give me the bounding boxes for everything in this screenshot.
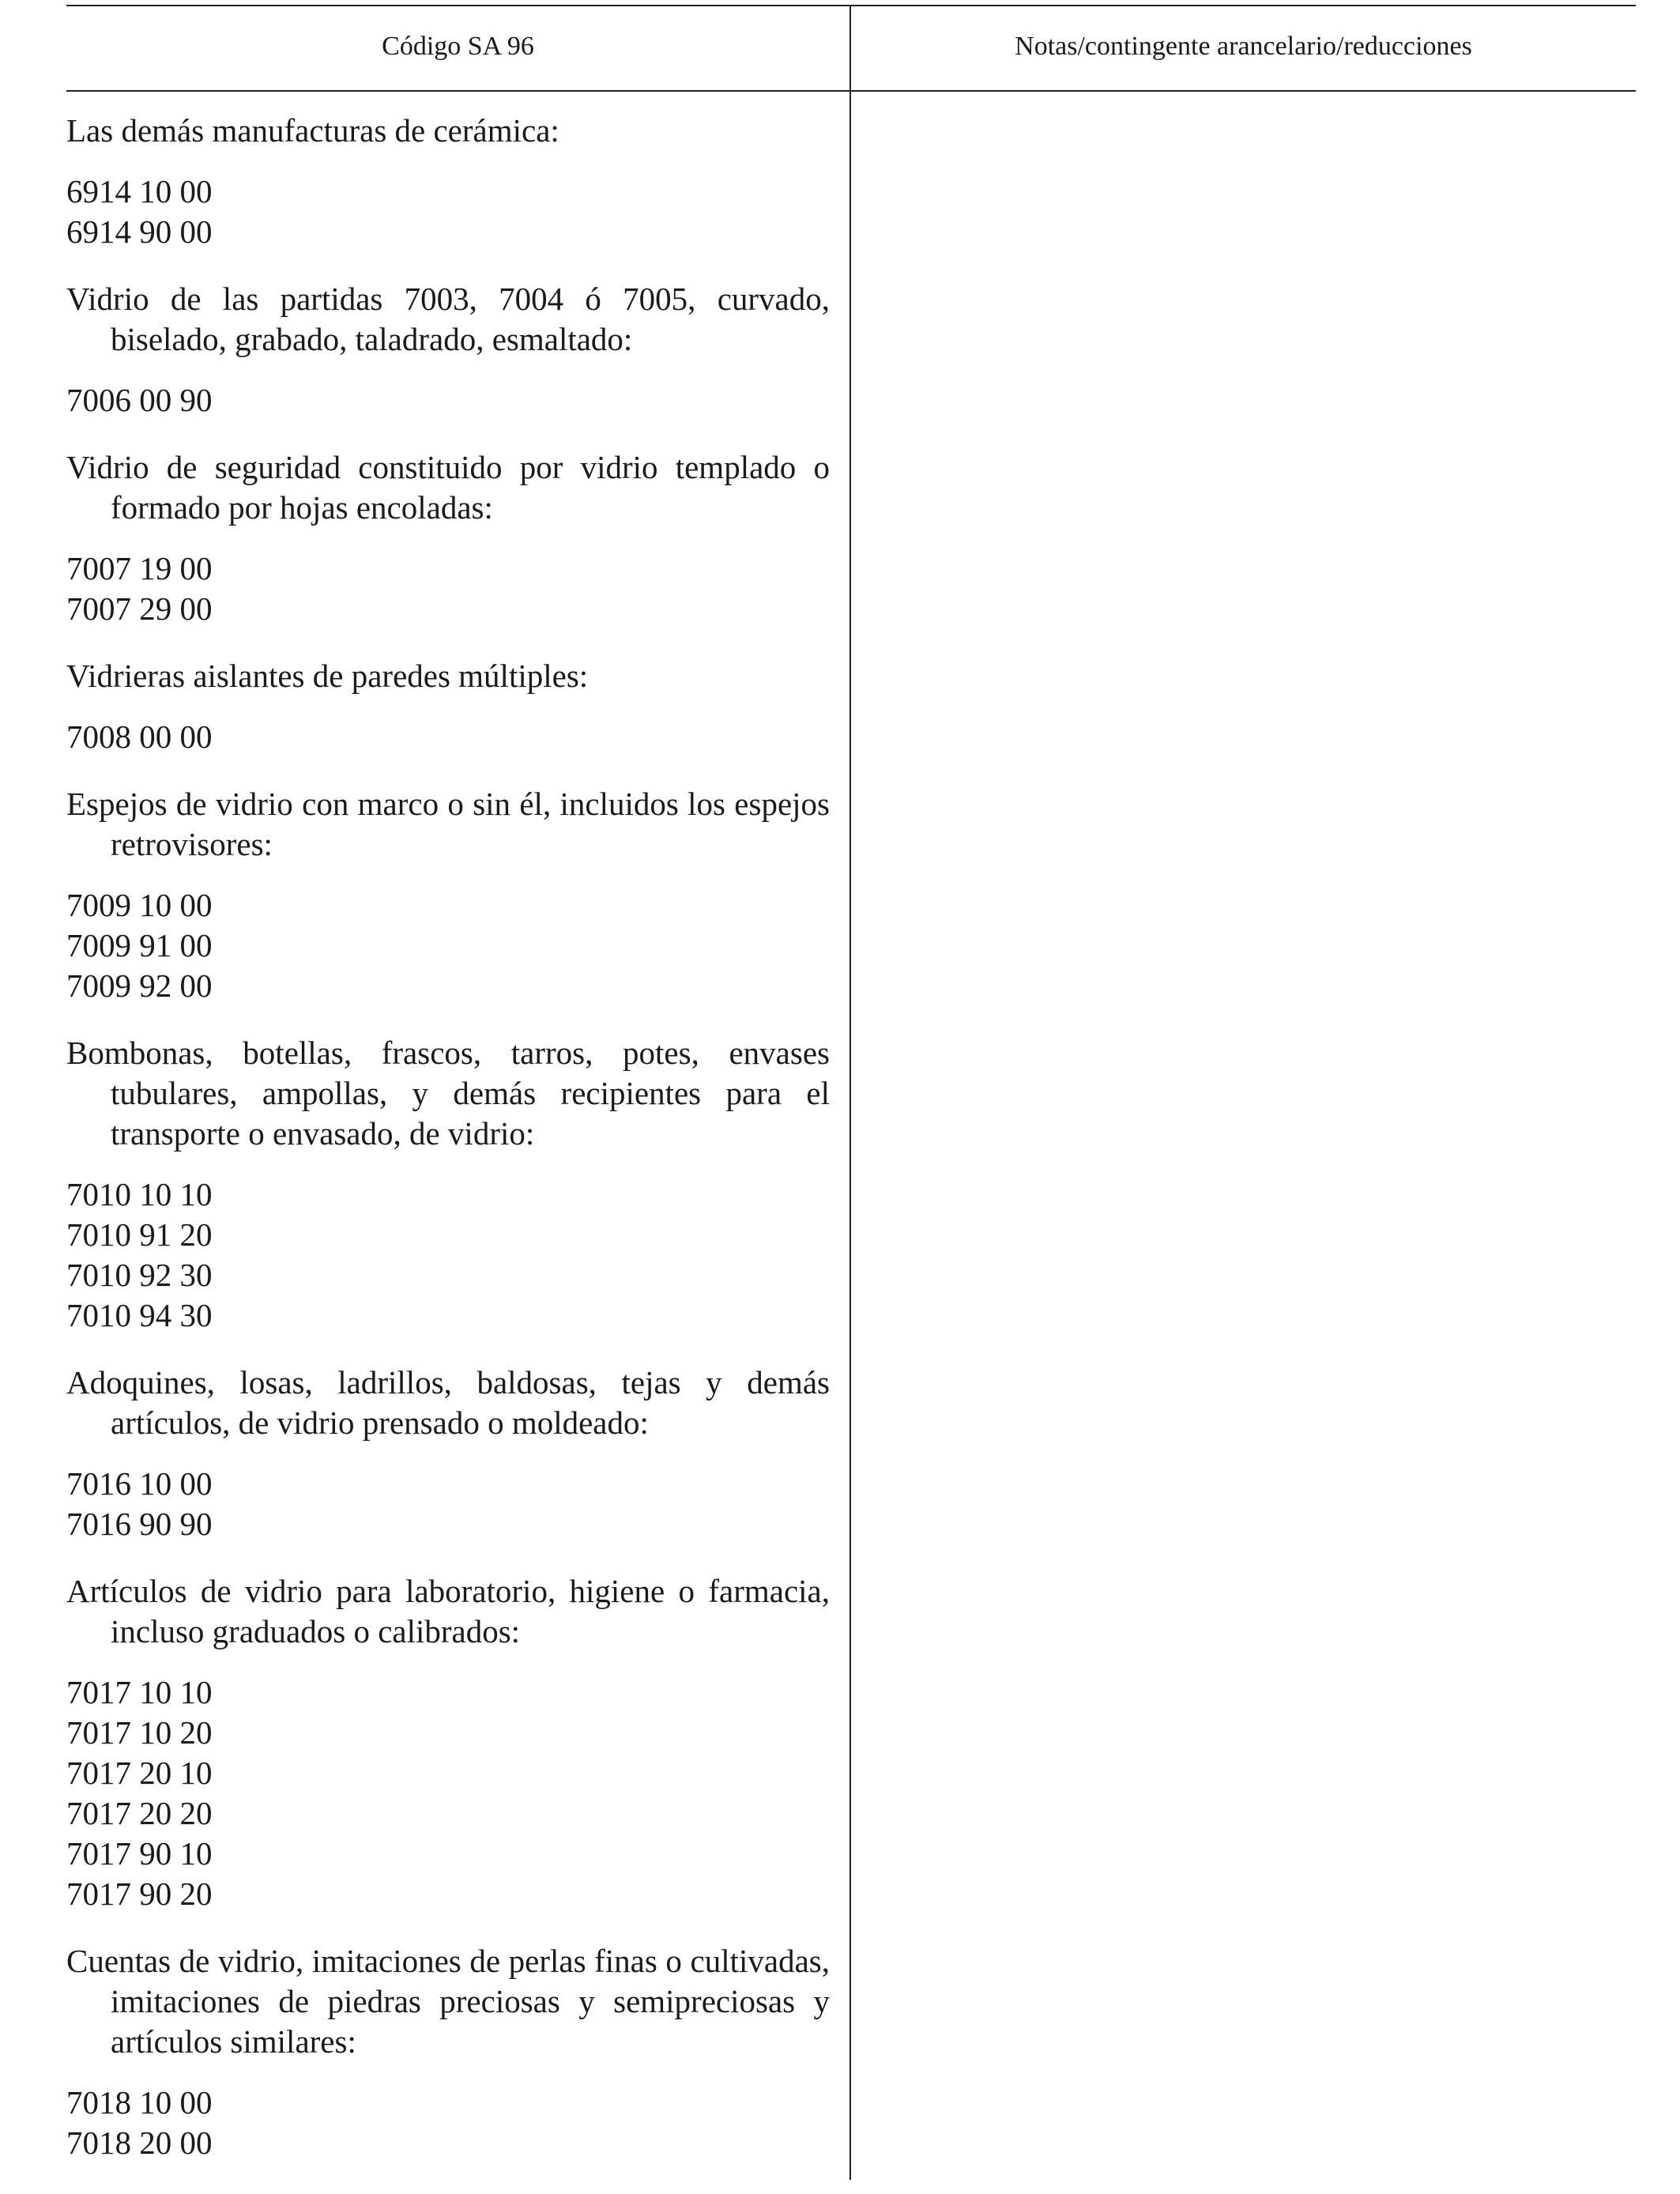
heading-description: Vidrio de seguridad constituido por vidrio templado o formado por hojas encoladas: xyxy=(66,449,830,526)
hs-code: 7010 10 10 xyxy=(66,1176,213,1212)
heading-group xyxy=(66,447,830,629)
hs-code: 7017 90 10 xyxy=(66,1835,213,1872)
heading-group xyxy=(66,1941,830,2163)
hs-code: 7017 10 20 xyxy=(66,1714,213,1751)
hs-code: 7016 90 90 xyxy=(66,1506,213,1542)
heading-group xyxy=(66,111,830,252)
heading-description: Espejos de vidrio con marco o sin él, incluidos los espejos retrovisores: xyxy=(66,786,830,862)
hs-code: 7017 20 20 xyxy=(66,1795,213,1831)
hs-code: 7010 94 30 xyxy=(66,1297,213,1333)
hs-code: 7018 20 00 xyxy=(66,2124,213,2161)
hs-code: 7017 10 10 xyxy=(66,1674,213,1710)
code-list xyxy=(66,1672,830,1914)
hs-code: 7006 00 90 xyxy=(66,382,213,418)
hs-code: 7017 90 20 xyxy=(66,1875,213,1912)
heading-description: Adoquines, losas, ladrillos, baldosas, tejas y demás artículos, de vidrio prensado o moldeado: xyxy=(66,1364,830,1441)
column-divider xyxy=(849,5,851,2180)
heading-description: Cuentas de vidrio, imitaciones de perlas finas o cultivadas, imitaciones de piedras preciosas y semipreciosas y artículos similares: xyxy=(66,1943,830,2060)
heading-group xyxy=(66,656,830,757)
code-column-body xyxy=(66,111,830,2190)
hs-code: 7018 10 00 xyxy=(66,2084,213,2120)
code-list xyxy=(66,717,830,757)
hs-code: 7016 10 00 xyxy=(66,1465,213,1502)
hs-code: 7009 91 00 xyxy=(66,927,213,963)
code-list xyxy=(66,1174,830,1336)
heading-group xyxy=(66,1033,830,1336)
hs-code: 7009 10 00 xyxy=(66,887,213,923)
code-list xyxy=(66,885,830,1006)
heading-description: Vidrio de las partidas 7003, 7004 ó 7005, curvado, biselado, grabado, taladrado, esmaltado: xyxy=(66,281,830,357)
table-header-rule xyxy=(66,90,1636,92)
table-top-rule xyxy=(66,5,1636,6)
code-list xyxy=(66,548,830,629)
column-header-notes: Notas/contingente arancelario/reducciones xyxy=(1015,32,1472,61)
hs-code: 7010 91 20 xyxy=(66,1216,213,1253)
heading-description: Las demás manufacturas de cerámica: xyxy=(66,112,559,149)
heading-group xyxy=(66,279,830,420)
code-list xyxy=(66,380,830,420)
hs-code: 7009 92 00 xyxy=(66,967,213,1004)
code-list xyxy=(66,2083,830,2163)
hs-code: 6914 90 00 xyxy=(66,213,213,250)
heading-group xyxy=(66,1571,830,1914)
heading-description: Artículos de vidrio para laboratorio, higiene o farmacia, incluso graduados o calibrados: xyxy=(66,1573,830,1649)
hs-code: 6914 10 00 xyxy=(66,173,213,209)
column-header-code: Código SA 96 xyxy=(382,32,534,61)
hs-code: 7007 29 00 xyxy=(66,590,213,627)
hs-code: 7017 20 10 xyxy=(66,1755,213,1791)
heading-group xyxy=(66,1363,830,1544)
hs-code: 7010 92 30 xyxy=(66,1257,213,1293)
heading-group xyxy=(66,784,830,1006)
heading-description: Vidrieras aislantes de paredes múltiples: xyxy=(66,658,589,694)
hs-code: 7008 00 00 xyxy=(66,718,213,755)
heading-description: Bombonas, botellas, frascos, tarros, potes, envases tubulares, ampollas, y demás recipientes para el transporte o envasado, de vidrio: xyxy=(66,1035,830,1152)
hs-code: 7007 19 00 xyxy=(66,550,213,586)
code-list xyxy=(66,172,830,252)
code-list xyxy=(66,1464,830,1544)
